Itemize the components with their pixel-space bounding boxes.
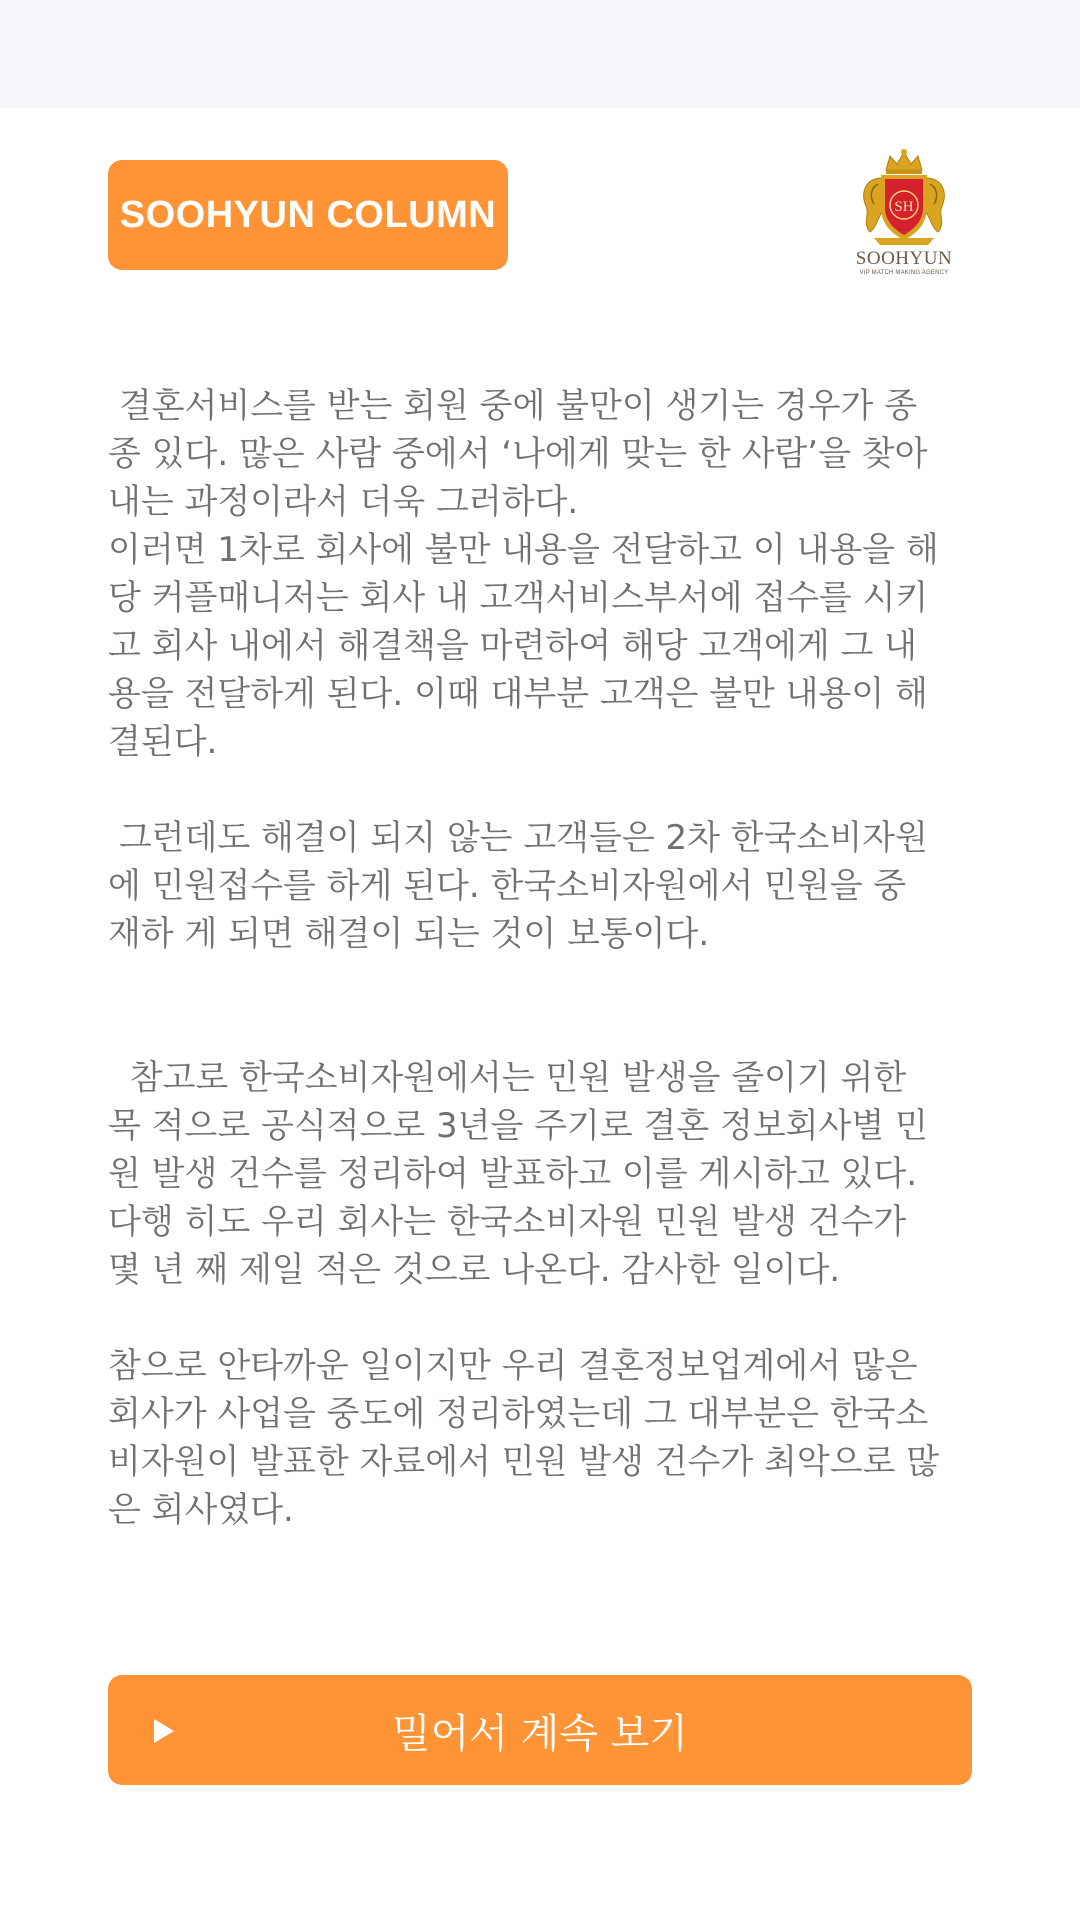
column-badge-label: SOOHYUN COLUMN [119,193,497,236]
article-paragraph: 참으로 안타까운 일이지만 우리 결혼정보업계에서 많은 회사가 사업을 중도에 정리하였는데 그 대부분은 한국소 비자원이 발표한 자료에서 민원 발생 건수가 최악으로 많 은 회사였다. [108,1346,940,1530]
svg-text:SH: SH [894,199,914,215]
top-band [0,0,1080,108]
logo-tagline: VIP MATCH MAKING AGENCY [859,270,949,276]
column-badge [108,160,508,270]
column-article [108,382,972,1534]
article-paragraph: 참고로 한국소비자원에서는 민원 발생을 줄이기 위한 목 적으로 공식적으로 3년을 주기로 결혼 정보회사별 민 원 발생 건수를 정리하여 발표하고 이를 게시하고 있다. 다행 히도 우리 회사는 한국소비자원 민원 발생 건수가 몇 년 째 제일 적은 것으로 나온다. 감사한 일이다. [108,1058,928,1290]
crest-icon [848,148,960,248]
article-spacer [108,1006,972,1054]
play-icon [154,1719,174,1743]
swipe-more-button[interactable] [108,1675,972,1785]
article-spacer [108,1294,972,1342]
article-spacer [108,766,972,814]
article-paragraph: 그런데도 해결이 되지 않는 고객들은 2차 한국소비자원 에 민원접수를 하게 된다. 한국소비자원에서 민원을 중 재하 게 되면 해결이 되는 것이 보통이다. [108,818,928,954]
article-paragraph: 결혼서비스를 받는 회원 중에 불만이 생기는 경우가 종 종 있다. 많은 사람 중에서 ‘나에게 맞는 한 사람’을 찾아 내는 과정이라서 더욱 그러하다. 이러면 1차로 회사에 불만 내용을 전달하고 이 내용을 해 당 커플매니저는 회사 내 고객서비스부서에 접수를 시키 고 회사 내에서 해결책을 마련하여 해당 고객에게 그 내 용을 전달하게 된다. 이때 대부분 고객은 불만 내용이 해 결된다. [108,386,939,762]
article-spacer [108,958,972,1006]
swipe-more-label: 밀어서 계속 보기 [392,1710,688,1757]
soohyun-logo [848,148,960,282]
logo-name: SOOHYUN [855,248,953,269]
